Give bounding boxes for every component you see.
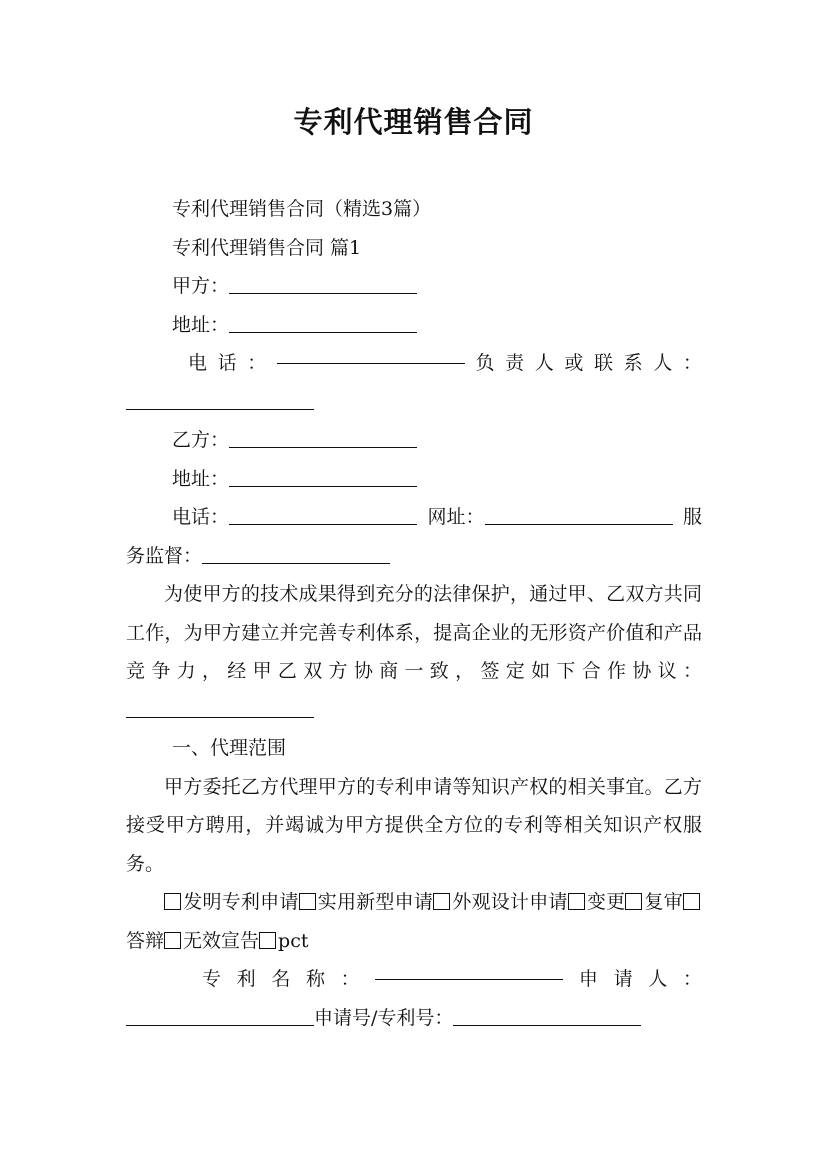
party-a-label: 甲方： — [172, 275, 230, 297]
applicant-blank — [126, 1006, 314, 1026]
option-label: 变更 — [586, 891, 626, 913]
applicant-char: 申 — [578, 968, 598, 990]
contact-label-char: ： — [682, 352, 702, 374]
party-b-line — [126, 421, 702, 460]
service-char: 服 — [682, 506, 702, 528]
contact-label-char: 人 — [534, 352, 554, 374]
option-label: 无效宣告 — [183, 929, 260, 952]
service-line — [126, 537, 702, 576]
option-label: 复审 — [644, 891, 683, 913]
option-label: 实用新型申请 — [317, 891, 434, 913]
address-a-blank — [229, 313, 417, 333]
party-a-line — [126, 267, 702, 306]
contact-label-char: 联 — [593, 352, 613, 374]
phone-label-b: 电话： — [172, 506, 230, 528]
patent-name-char: 专 — [202, 968, 222, 990]
document-title: 专利代理销售合同 — [293, 105, 534, 139]
contact-label-char: 责 — [505, 352, 525, 374]
website-blank — [485, 505, 673, 525]
option-label: 发明专利申请 — [183, 891, 299, 913]
application-line — [126, 999, 702, 1038]
checkbox-icon[interactable] — [568, 893, 585, 910]
address-label-a: 地址： — [172, 313, 230, 336]
applicant-char: 人 — [648, 968, 668, 990]
patent-name-char: ： — [340, 968, 360, 990]
patent-name-char: 利 — [236, 968, 256, 990]
purpose-paragraph — [126, 575, 702, 729]
phone-b-segment — [172, 498, 417, 537]
patent-name-char: 名 — [271, 968, 291, 990]
contact-blank-line — [126, 383, 702, 422]
phone-label-char: 话 — [217, 352, 237, 374]
checkbox-icon[interactable] — [683, 893, 700, 910]
address-b-line — [126, 460, 702, 499]
purpose-blank — [126, 698, 314, 718]
clause1-heading: 一、代理范围 — [172, 737, 287, 759]
checkbox-icon[interactable] — [625, 893, 642, 910]
contact-label-char: 或 — [564, 352, 584, 374]
patent-name-line — [126, 960, 702, 999]
clause1-text: 甲方委托乙方代理甲方的专利申请等知识产权的相关事宜。乙方接受甲方聘用，并竭诚为甲方提供全方位的专利等相关知识产权服务。 — [126, 775, 702, 875]
application-no-blank — [453, 1006, 641, 1026]
phone-website-line — [126, 498, 702, 537]
purpose-text: 为使甲方的技术成果得到充分的法律保护，通过甲、乙双方共同工作，为甲方建立并完善专利体系，提高企业的无形资产价值和产品竞争力，经甲乙双方协商一致，签定如下合作协议： — [126, 583, 702, 682]
options-paragraph — [126, 883, 702, 960]
party-b-label: 乙方： — [172, 429, 230, 451]
service-blank — [202, 544, 390, 564]
checkbox-icon[interactable] — [259, 932, 276, 949]
address-b-blank — [229, 467, 417, 487]
contact-label-char: 系 — [623, 352, 643, 374]
section-heading: 专利代理销售合同 篇1 — [172, 236, 362, 259]
party-a-blank — [229, 274, 417, 294]
applicant-char: 请 — [613, 968, 633, 990]
applicant-char: ： — [682, 968, 702, 990]
option-label: 答辩 — [126, 929, 165, 952]
party-b-blank — [229, 428, 417, 448]
document-body — [126, 190, 702, 1037]
phone-label-char: ： — [247, 352, 267, 374]
checkbox-icon[interactable] — [164, 932, 181, 949]
address-a-line — [126, 306, 702, 345]
address-label-b: 地址： — [172, 467, 230, 490]
phone-a-blank — [277, 344, 465, 364]
option-label: 外观设计申请 — [452, 891, 568, 913]
contact-label-char: 人 — [653, 352, 673, 374]
option-label: pct — [278, 929, 309, 952]
application-no-label: 申请号/专利号： — [314, 1006, 454, 1029]
contact-label-char: 负 — [475, 352, 495, 374]
website-segment — [427, 498, 672, 537]
checkbox-icon[interactable] — [164, 893, 181, 910]
subtitle: 专利代理销售合同（精选3篇） — [172, 198, 432, 220]
phone-label-char: 电 — [188, 352, 208, 374]
phone-contact-line-a — [126, 344, 702, 383]
phone-b-blank — [229, 505, 417, 525]
patent-name-blank — [375, 960, 563, 980]
website-label: 网址： — [427, 506, 485, 528]
contact-blank — [126, 390, 314, 410]
service-label: 务监督： — [126, 544, 203, 567]
checkbox-icon[interactable] — [433, 893, 450, 910]
checkbox-icon[interactable] — [299, 893, 316, 910]
patent-name-char: 称 — [305, 968, 325, 990]
